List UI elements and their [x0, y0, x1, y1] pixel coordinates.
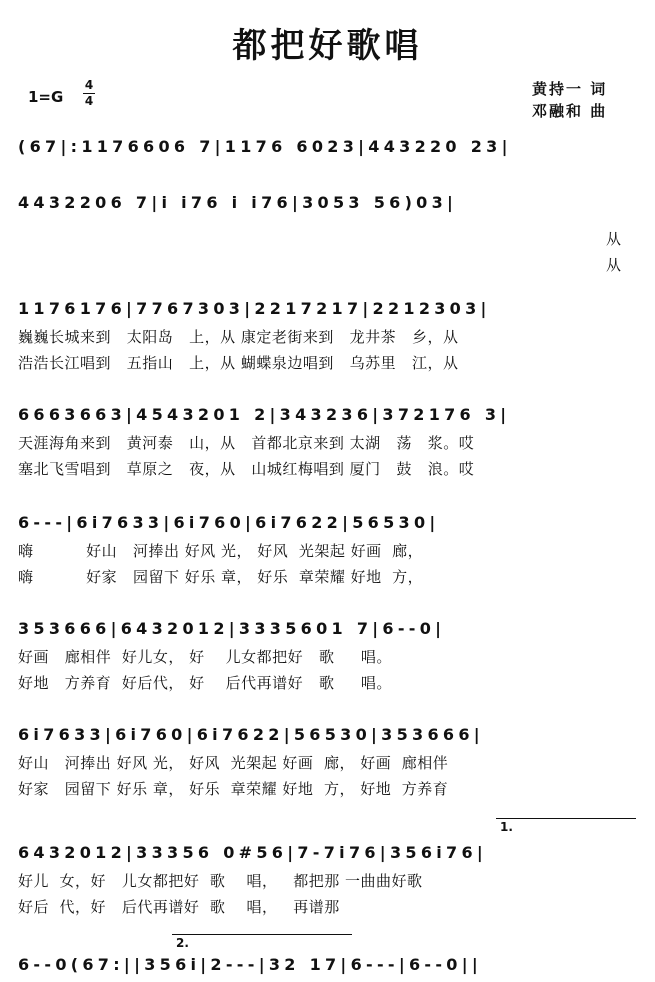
lyric-verse-1: 嗨 好山 河捧出 好风 光， 好风 光架起 好画 廊，	[18, 542, 424, 560]
song-title: 都把好歌唱	[232, 26, 423, 66]
lyric-verse-1: 好画 廊相伴 好儿女， 好 儿女都把好 歌 唱。	[18, 648, 392, 666]
time-signature	[82, 78, 96, 109]
second-ending-label: 2.	[176, 936, 189, 950]
notes-line: 6---|6i7633|6i760|6i7622|56530|	[18, 513, 440, 532]
score-system-4	[18, 400, 638, 482]
score-system-6	[18, 614, 638, 696]
lyric-verse-1: 好山 河捧出 好风 光， 好风 光架起 好画 廊， 好画 廊相伴	[18, 754, 449, 772]
notes-line: 6432012|33356 0#56|7-7i76|356i76|	[18, 843, 488, 862]
score-system-1	[18, 132, 638, 162]
lyric-verse-1: 天涯海角来到 黄河泰 山，从 首都北京来到 太湖 荡 浆。哎	[18, 434, 475, 452]
notes-line: 6--0(67:||356i|2---|32 17|6---|6--0||	[18, 955, 483, 974]
second-ending-bracket	[172, 934, 352, 935]
meter-denominator: 4	[84, 94, 94, 108]
pickup-lyric: 从	[606, 230, 622, 248]
first-ending-bracket	[496, 818, 636, 819]
notes-line: 353666|6432012|3335601 7|6--0|	[18, 619, 446, 638]
lyric-verse-1: 巍巍长城来到 太阳岛 上，从 康定老街来到 龙井茶 乡，从	[18, 328, 459, 346]
score-system-9	[18, 950, 638, 980]
meter-numerator: 4	[84, 78, 94, 92]
first-ending-label: 1.	[500, 820, 513, 834]
score-system-7	[18, 720, 638, 802]
score-system-2	[18, 188, 638, 218]
lyric-verse-2: 嗨 好家 园留下 好乐 章， 好乐 章荣耀 好地 方，	[18, 568, 424, 586]
notes-line: 4432206 7|i i76 i i76|3053 56)03|	[18, 193, 458, 212]
pickup-lyric: 从	[606, 256, 622, 274]
composer-credit: 邓融和 曲	[532, 102, 608, 120]
score-system-8	[18, 838, 638, 920]
key-signature: 1=G	[28, 88, 64, 106]
notes-line: 6663663|4543201 2|343236|372176 3|	[18, 405, 511, 424]
lyricist-credit: 黄持一 词	[532, 80, 608, 98]
lyric-verse-2: 塞北飞雪唱到 草原之 夜，从 山城红梅唱到 厦门 鼓 浪。哎	[18, 460, 475, 478]
lyric-verse-1: 好儿 女，好 儿女都把好 歌 唱， 都把那 一曲曲好歌	[18, 872, 423, 890]
score-system-3	[18, 294, 638, 376]
notes-line: 1176176|7767303|2217217|2212303|	[18, 299, 491, 318]
score-system-5	[18, 508, 638, 590]
lyric-verse-2: 好地 方养育 好后代， 好 后代再谱好 歌 唱。	[18, 674, 392, 692]
notes-line: (67|:1176606 7|1176 6023|443220 23|	[18, 137, 512, 156]
lyric-verse-2: 浩浩长江唱到 五指山 上，从 蝴蝶泉边唱到 乌苏里 江，从	[18, 354, 459, 372]
lyric-verse-2: 好家 园留下 好乐 章， 好乐 章荣耀 好地 方， 好地 方养育	[18, 780, 449, 798]
lyric-verse-2: 好后 代，好 后代再谱好 歌 唱， 再谱那	[18, 898, 340, 916]
notes-line: 6i7633|6i760|6i7622|56530|353666|	[18, 725, 484, 744]
